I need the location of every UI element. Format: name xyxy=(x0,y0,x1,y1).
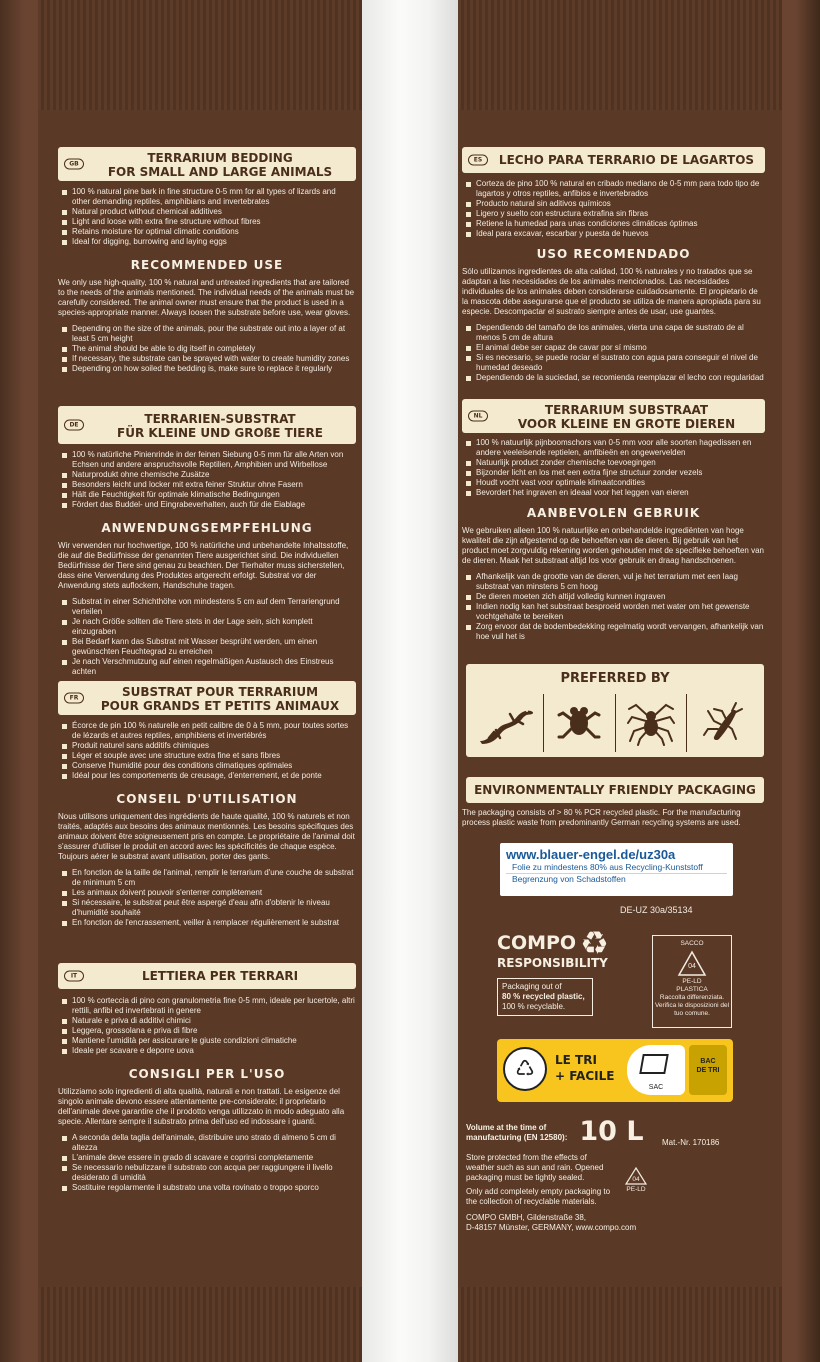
es-use-title: USO RECOMENDADO xyxy=(536,247,691,261)
list-item: En fonction de l'encrassement, veiller à remplacer régulièrement le substrat xyxy=(60,918,356,928)
it-header xyxy=(58,963,356,989)
company-address xyxy=(466,1213,766,1233)
list-item: Si es necesario, se puede rociar el sustrato con agua para conseguir el nivel de humedad deseado xyxy=(464,353,765,373)
gb-use-title: RECOMMENDED USE xyxy=(130,258,284,272)
gb-subtitle: FOR SMALL AND LARGE ANIMALS xyxy=(107,165,333,179)
volume-label-2: manufacturing (EN 12580): xyxy=(466,1133,568,1142)
list-item: Ligero y suelto con estructura extrafina sin fibras xyxy=(464,209,765,219)
nl-header xyxy=(462,399,765,433)
list-item: Ideale per scavare e deporre uova xyxy=(60,1046,356,1056)
lang-badge: NL xyxy=(468,411,488,422)
fr-use-paragraph: Nous utilisons uniquement des ingrédients de haute qualité, 100 % naturels et non traités, adaptés aux besoins des animaux mentionnés. Les besoins spécifiques des animaux doivent être soigneusement pris en compte. Le propriétaire de l'animal doit s'assurer d'utiliser le produit en accord avec les spécificités de chaque espèce. Toujours aérer le substrat avant utilisation, porter des gants. xyxy=(58,812,355,861)
list-item: Natuurlijk product zonder chemische toevoegingen xyxy=(464,458,765,468)
it-section xyxy=(58,963,356,1193)
list-item: Léger et souple avec une structure extra fine et sans fibres xyxy=(60,751,356,761)
list-item: Conserve l'humidité pour des conditions climatiques optimales xyxy=(60,761,356,771)
it-bullets xyxy=(58,996,356,1056)
compo-responsibility-label: RESPONSIBILITY xyxy=(497,956,608,970)
list-item: Corteza de pino 100 % natural en cribado mediano de 0-5 mm para todo tipo de lagartos y otros reptiles, anfibios e invertebrados xyxy=(464,179,765,199)
triman-label xyxy=(497,1039,733,1102)
sacco-title: SACCO xyxy=(680,940,704,947)
list-item: Zorg ervoor dat de bodembedekking regelmatig wordt vervangen, afhankelijk van hoe vuil het is xyxy=(464,622,765,642)
recycle-material: PE-LD xyxy=(626,1186,646,1193)
list-item: Afhankelijk van de grootte van de dieren, vul je het terrarium met een laag substraat van minstens 5 cm hoog xyxy=(464,572,765,592)
list-item: Ideal para excavar, escarbar y puesta de huevos xyxy=(464,229,765,239)
es-section xyxy=(462,147,765,383)
transparent-window-stripe xyxy=(362,0,458,1362)
list-item: El animal debe ser capaz de cavar por sí mismo xyxy=(464,343,765,353)
storage-note: Store protected from the effects of weather such as sun and rain. Opened packaging must be tightly sealed. xyxy=(466,1153,604,1182)
lizard-icon xyxy=(472,694,543,752)
de-use-title: ANWENDUNGSEMPFEHLUNG xyxy=(101,521,313,535)
list-item: Natural product without chemical additives xyxy=(60,207,356,217)
list-item: Producto natural sin aditivos químicos xyxy=(464,199,765,209)
sacco-recycling-label xyxy=(652,935,732,1028)
fr-section xyxy=(58,681,356,928)
preferred-by-title: PREFERRED BY xyxy=(560,671,670,686)
list-item: Naturale e priva di additivi chimici xyxy=(60,1016,356,1026)
list-item: Sostituire regolarmente il substrato una volta rovinato o troppo sporco xyxy=(60,1183,356,1193)
de-title: TERRARIEN-SUBSTRAT xyxy=(144,412,296,426)
volume-section xyxy=(466,1117,766,1233)
gb-section xyxy=(58,147,356,374)
blue-angel-label xyxy=(500,843,733,896)
nl-use-title: AANBEVOLEN GEBRUIK xyxy=(526,506,701,520)
sacco-line-3: Raccolta differenziata. xyxy=(659,994,725,1001)
box-line-1: Packaging out of xyxy=(502,982,562,991)
it-use-title: CONSIGLI PER L'USO xyxy=(128,1067,286,1081)
list-item: Besonders leicht und locker mit extra feiner Struktur ohne Fasern xyxy=(60,480,356,490)
sacco-line-2: PLASTICA xyxy=(676,986,708,993)
nl-section xyxy=(462,399,765,642)
nl-bullets xyxy=(462,438,765,498)
animal-icons xyxy=(472,694,758,752)
list-item: Si nécessaire, le substrat peut être aspergé d'eau afin d'obtenir le niveau d'humidité souhaité xyxy=(60,898,356,918)
list-item: Depending on the size of the animals, pour the substrate out into a layer of at least 5 cm height xyxy=(60,324,356,344)
list-item: Je nach Verschmutzung auf einen regelmäßigen Austausch des Einstreus achten xyxy=(60,657,356,677)
preferred-by-panel xyxy=(466,664,764,757)
fr-title: SUBSTRAT POUR TERRARIUM xyxy=(121,685,319,699)
compo-brand: COMPO xyxy=(497,932,577,954)
list-item: Produit naturel sans additifs chimiques xyxy=(60,741,356,751)
list-item: Houdt vocht vast voor optimale klimaatcondities xyxy=(464,478,765,488)
gb-bullets xyxy=(58,187,356,247)
lang-badge: IT xyxy=(64,971,84,982)
eco-packaging-text: The packaging consists of > 80 % PCR recycled plastic. For the manufacturing process plastic waste from predominantly German recycling systems are used. xyxy=(462,808,741,827)
list-item: 100 % natural pine bark in fine structure 0-5 mm for all types of lizards and other demanding reptiles, amphibians and invertebrates xyxy=(60,187,356,207)
de-bullets xyxy=(58,450,356,510)
triman-line-1: LE TRI xyxy=(555,1053,597,1067)
list-item: Bijzonder licht en los met een extra fijne structuur zonder vezels xyxy=(464,468,765,478)
volume-value: 10 L xyxy=(579,1116,644,1147)
lang-badge: FR xyxy=(64,693,84,704)
es-use-bullets xyxy=(462,323,765,383)
sacco-code: 04 xyxy=(688,963,696,970)
de-use-bullets xyxy=(58,597,356,677)
it-use-bullets xyxy=(58,1133,356,1193)
de-use-paragraph: Wir verwenden nur hochwertige, 100 % natürliche und unbehandelte Inhaltsstoffe, die auf die Bedürfnisse der genannten Tiere ausgerichtet sind. Die individuellen Bedürfnisse der Tiere sind genau zu beachten. Der Tierhalter muss sicherstellen, dass eine Verwendung des Produktes artgerecht erfolgt. Substrat vor der Anwendung stets auflockern, Handschuhe tragen. xyxy=(58,541,349,590)
list-item: Dependiendo del tamaño de los animales, vierta una capa de sustrato de al menos 5 cm de altura xyxy=(464,323,765,343)
list-item: Retiene la humedad para unas condiciones climáticas óptimas xyxy=(464,219,765,229)
list-item: Les animaux doivent pouvoir s'enterrer complètement xyxy=(60,888,356,898)
triman-line-2: + FACILE xyxy=(555,1069,615,1083)
list-item: En fonction de la taille de l'animal, remplir le terrarium d'une couche de substrat de minimum 5 cm xyxy=(60,868,356,888)
list-item: If necessary, the substrate can be sprayed with water to create humidity zones xyxy=(60,354,356,364)
it-use-paragraph: Utilizziamo solo ingredienti di alta qualità, naturali e non trattati. Le esigenze del singolo animale devono essere attentamente pre-considerate; il proprietario dell'animale deve garantire che il prodotto venga utilizzato in modo adeguato alla specie. Allentare sempre il substrato prima dell'uso ed indossare i guanti. xyxy=(58,1087,345,1126)
list-item: Leggera, grossolana e priva di fibre xyxy=(60,1026,356,1036)
list-item: Je nach Größe sollten die Tiere stets in der Lage sein, sich komplett einzugraben xyxy=(60,617,356,637)
list-item: Substrat in einer Schichthöhe von mindestens 5 cm auf dem Terrariengrund verteilen xyxy=(60,597,356,617)
list-item: Bevordert het ingraven en ideaal voor het leggen van eieren xyxy=(464,488,765,498)
blue-angel-line-1: Folie zu mindestens 80% aus Recycling-Kunststoff xyxy=(506,862,727,874)
list-item: Mantiene l'umidità per assicurare le giuste condizioni climatiche xyxy=(60,1036,356,1046)
box-line-2: 80 % recycled plastic, xyxy=(502,992,585,1001)
lang-badge: ES xyxy=(468,155,488,166)
gb-title: TERRARIUM BEDDING xyxy=(147,151,293,165)
list-item: 100 % natuurlijk pijnboomschors van 0-5 mm voor alle soorten hagedissen en andere veeleisende reptielen, amfibieën en ongewervelden xyxy=(464,438,765,458)
material-number: Mat.-Nr. 170186 xyxy=(662,1138,720,1147)
sac-label: SAC xyxy=(648,1084,664,1091)
fr-use-bullets xyxy=(58,868,356,928)
list-item: Indien nodig kan het substraat besproeid worden met water om het gewenste vochtgehalte te bereiken xyxy=(464,602,765,622)
recycled-plastic-box xyxy=(497,978,593,1016)
list-item: Fördert das Buddel- und Eingrabeverhalten, auch für die Eiablage xyxy=(60,500,356,510)
sac-badge xyxy=(627,1045,685,1095)
disposal-note: Only add completely empty packaging to the collection of recyclable materials. xyxy=(466,1187,611,1206)
list-item: Bei Bedarf kann das Substrat mit Wasser besprüht werden, um einen gewünschten Feuchtegrad zu erreichen xyxy=(60,637,356,657)
es-header xyxy=(462,147,765,173)
spider-icon xyxy=(615,694,687,752)
es-use-paragraph: Sólo utilizamos ingredientes de alta calidad, 100 % naturales y no tratados que se adaptan a las necesidades de los animales mencionados. Las necesidades individuales de los animales deben considerarse cuidadosamente. El propietario de la mascota debe asegurarse que el producto se utiliza de manera apropiada para su especie. Descompactar el sustrato siempre antes de usar, use guantes. xyxy=(462,267,761,316)
list-item: L'animale deve essere in grado di scavare e coprirsi completamente xyxy=(60,1153,356,1163)
lang-badge: GB xyxy=(64,159,84,170)
de-header xyxy=(58,406,356,444)
recycling-bin-icon: BAC DE TRI xyxy=(689,1045,727,1095)
triman-text xyxy=(555,1052,614,1084)
box-line-3: 100 % recyclable. xyxy=(502,1002,566,1011)
es-title: LECHO PARA TERRARIO DE LAGARTOS xyxy=(498,153,755,167)
list-item: A seconda della taglia dell'animale, distribuire uno strato di almeno 5 cm di altezza xyxy=(60,1133,356,1153)
list-item: Écorce de pin 100 % naturelle en petit calibre de 0 à 5 mm, pour toutes sortes de lézards et autres reptiles, amphibiens et invertébrés xyxy=(60,721,356,741)
compo-responsibility xyxy=(497,925,637,1016)
nl-use-paragraph: We gebruiken alleen 100 % natuurlijke en onbehandelde ingrediënten van hoge kwaliteit die zijn afgestemd op de behoeften van de dieren. Bij gebruik van het product moet zorgvuldig rekening worden gehouden met de specifieke behoeften van de dieren. Maak het substraat altijd los voor gebruik en draag handschoenen. xyxy=(462,526,764,565)
eco-packaging-title: ENVIRONMENTALLY FRIENDLY PACKAGING xyxy=(466,777,764,803)
list-item: Se necessario nebulizzare il substrato con acqua per raggiungere il livello desiderato di umidità xyxy=(60,1163,356,1183)
sacco-line-4: Verifica le disposizioni del tuo comune. xyxy=(654,1002,730,1017)
de-subtitle: FÜR KLEINE UND GROßE TIERE xyxy=(117,426,323,440)
list-item: Naturprodukt ohne chemische Zusätze xyxy=(60,470,356,480)
gb-header xyxy=(58,147,356,181)
fr-bullets xyxy=(58,721,356,781)
list-item: Light and loose with extra fine structure without fibres xyxy=(60,217,356,227)
list-item: The animal should be able to dig itself in completely xyxy=(60,344,356,354)
bag-icon xyxy=(639,1054,669,1074)
list-item: 100 % natürliche Pinienrinde in der feinen Siebung 0-5 mm für alle Arten von Echsen und andere anspruchsvolle Reptilien, Amphibien und Wirbellose xyxy=(60,450,356,470)
list-item: De dieren moeten zich altijd volledig kunnen ingraven xyxy=(464,592,765,602)
nl-subtitle: VOOR KLEINE EN GROTE DIEREN xyxy=(517,417,736,431)
list-item: 100 % corteccia di pino con granulometria fine 0-5 mm, ideale per lucertole, altri rettili, anfibi ed invertebrati in genere xyxy=(60,996,356,1016)
de-section xyxy=(58,406,356,677)
list-item: Idéal pour les comportements de creusage, d'enterrement, et de ponte xyxy=(60,771,356,781)
blue-angel-code: DE-UZ 30a/35134 xyxy=(620,905,693,915)
list-item: Retains moisture for optimal climatic conditions xyxy=(60,227,356,237)
company-name: COMPO GMBH, Gildenstraße 38, xyxy=(466,1213,587,1222)
fr-use-title: CONSEIL D'UTILISATION xyxy=(116,792,298,806)
fr-subtitle: POUR GRANDS ET PETITS ANIMAUX xyxy=(100,699,340,713)
list-item: Depending on how soiled the bedding is, make sure to replace it regularly xyxy=(60,364,356,374)
company-address-line: D-48157 Münster, GERMANY, www.compo.com xyxy=(466,1223,637,1232)
volume-label-1: Volume at the time of xyxy=(466,1123,547,1132)
pe-ld-recycle-icon xyxy=(622,1167,650,1193)
blue-angel-line-2: Begrenzung von Schadstoffen xyxy=(512,874,626,884)
recycle-icon: ♻ xyxy=(580,925,609,961)
list-item: Dependiendo de la suciedad, se recomienda reemplazar el lecho con regularidad xyxy=(464,373,765,383)
volume-label xyxy=(466,1123,567,1143)
list-item: Ideal for digging, burrowing and laying eggs xyxy=(60,237,356,247)
recycle-code: 04 xyxy=(632,1176,640,1183)
fr-header xyxy=(58,681,356,715)
it-title: LETTIERA PER TERRARI xyxy=(141,969,299,983)
insect-icon xyxy=(686,694,758,752)
blue-angel-url[interactable]: www.blauer-engel.de/uz30a xyxy=(506,847,676,862)
recycle-triangle-icon xyxy=(677,950,707,978)
gb-use-paragraph: We only use high-quality, 100 % natural and untreated ingredients that are tailored to the needs of the animals mentioned. The individual needs of the animals must be carefully considered. The animal owner must ensure that the product is used in a species-appropriate manner. Always loosen the substrate before use, wear gloves. xyxy=(58,278,355,317)
sacco-material: PE-LD xyxy=(682,978,702,985)
frog-icon xyxy=(543,694,615,752)
triman-icon: ♺ xyxy=(503,1047,547,1091)
nl-title: TERRARIUM SUBSTRAAT xyxy=(544,403,709,417)
gb-use-bullets xyxy=(58,324,356,374)
nl-use-bullets xyxy=(462,572,765,642)
list-item: Hält die Feuchtigkeit für optimale klimatische Bedingungen xyxy=(60,490,356,500)
lang-badge: DE xyxy=(64,420,84,431)
es-bullets xyxy=(462,179,765,239)
